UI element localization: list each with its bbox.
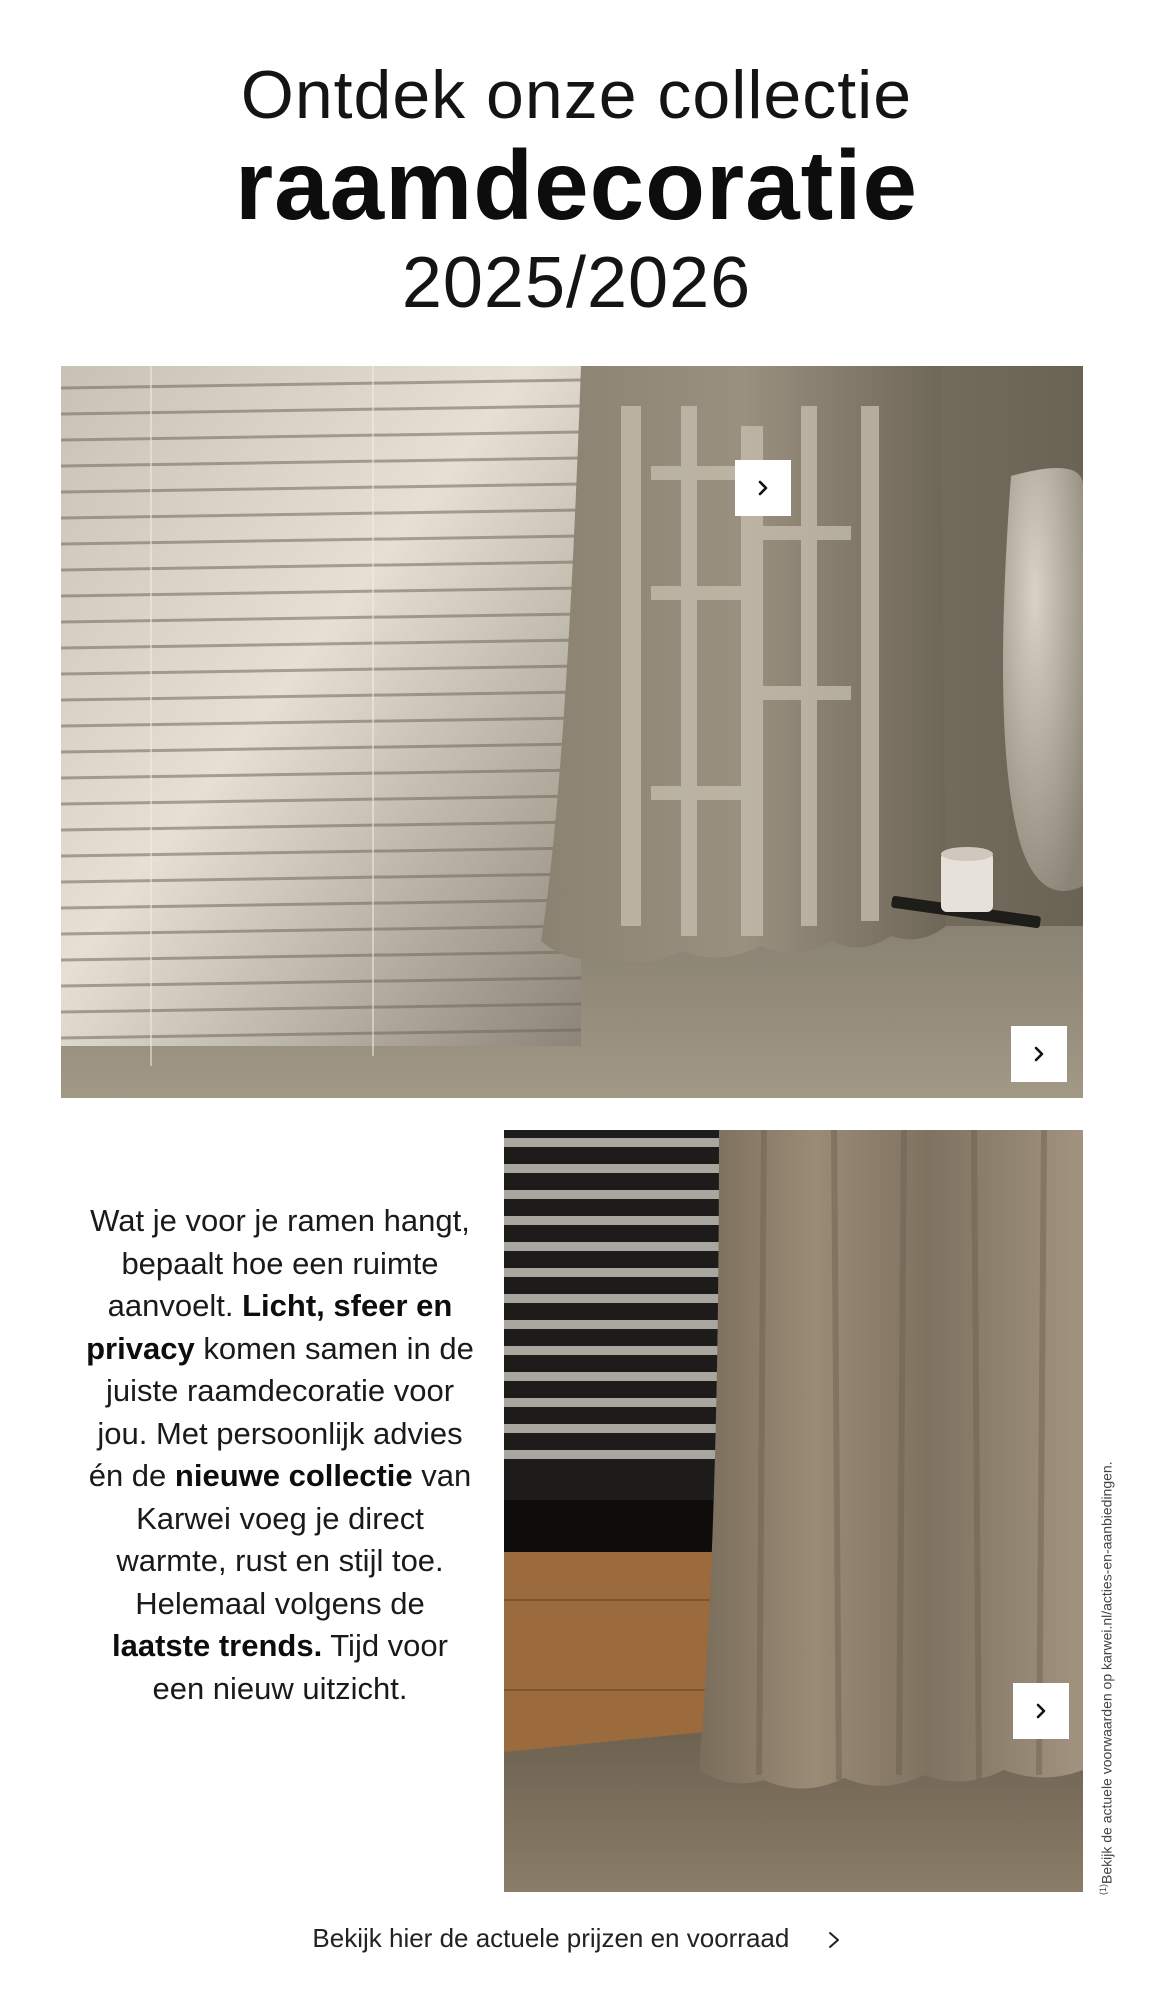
chevron-right-icon	[827, 1930, 841, 1950]
footnote-text: Bekijk de actuele voorwaarden op karwei.nl/acties-en-aanbiedingen.	[1098, 1461, 1115, 1884]
intro-paragraph	[85, 1200, 475, 1710]
title-line-1: Ontdek onze collectie	[240, 57, 913, 133]
photo-blinds-and-curtain	[61, 366, 1083, 1098]
next-button-top[interactable]	[735, 460, 791, 516]
intro-text-3: van Karwei voeg je direct warmte, rust en stijl toe. Helemaal volgens de	[116, 1458, 472, 1621]
prices-stock-link[interactable]	[0, 1918, 1153, 1958]
intro-text-4: Tijd voor een nieuw uitzicht.	[152, 1628, 448, 1706]
next-button-curtain[interactable]	[1013, 1683, 1069, 1739]
intro-text-2: komen samen in de juiste raamdecoratie voor jou. Met persoonlijk advies én de	[88, 1330, 474, 1493]
intro-text-1: Wat je voor je ramen hangt, bepaalt hoe een ruimte aanvoelt.	[90, 1203, 470, 1323]
next-button-bottom[interactable]	[1011, 1026, 1067, 1082]
chevron-right-icon	[1029, 1044, 1049, 1064]
chevron-right-icon	[1031, 1701, 1051, 1721]
prices-stock-link-label: Bekijk hier de actuele prijzen en voorraad	[312, 1923, 790, 1953]
page-title: raamdecoratie	[234, 130, 919, 240]
title-year: 2025/2026	[401, 243, 752, 323]
intro-bold-3: laatste trends.	[112, 1628, 323, 1663]
intro-bold-1: Licht, sfeer en privacy	[86, 1288, 453, 1366]
footnote-marker: (1)	[1098, 1884, 1108, 1895]
chevron-right-icon	[753, 478, 773, 498]
intro-bold-2: nieuwe collectie	[174, 1458, 413, 1493]
photo-linen-curtain	[504, 1130, 1083, 1892]
footnote-vertical	[1090, 1315, 1116, 1895]
